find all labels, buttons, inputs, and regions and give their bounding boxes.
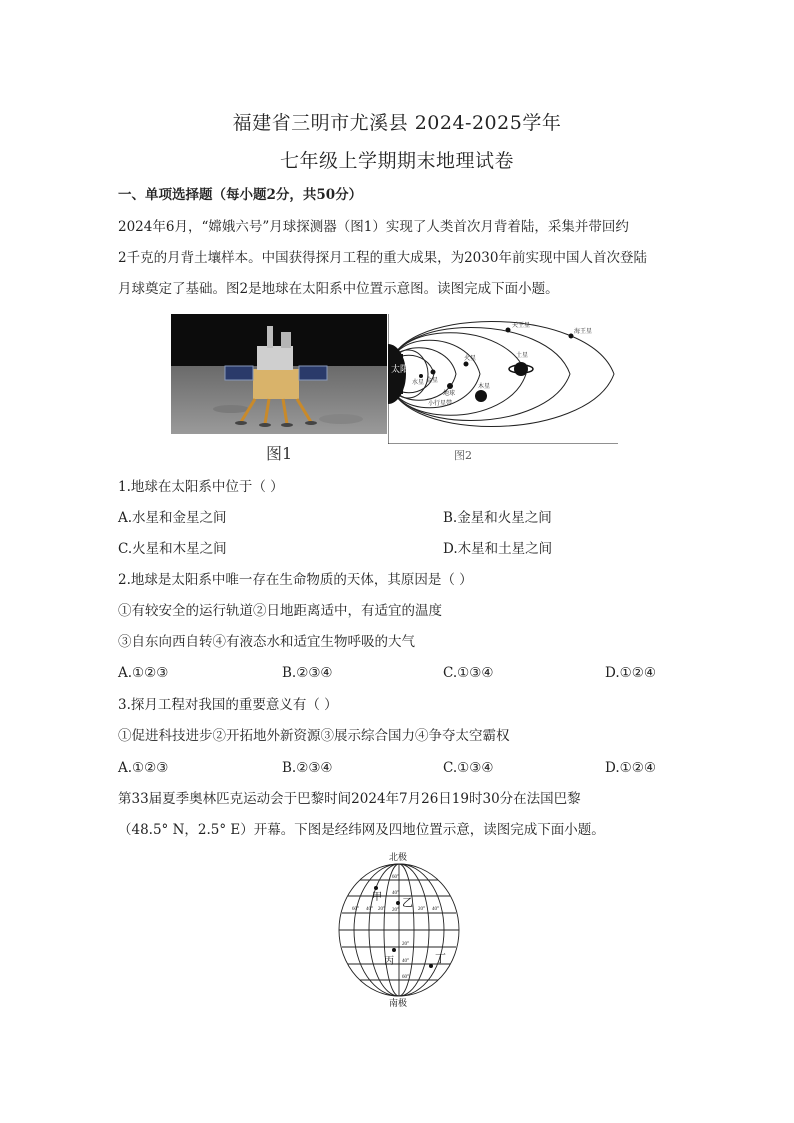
question-1-option-b: B.金星和火星之间 xyxy=(443,510,552,526)
svg-text:60°: 60° xyxy=(392,875,399,880)
north-pole-label: 北极 xyxy=(389,852,408,862)
south-pole-label: 南极 xyxy=(389,998,408,1008)
label-jia: 甲 xyxy=(372,892,382,903)
question-3-stem: 3.探月工程对我国的重要意义有（ ） xyxy=(118,697,338,713)
svg-text:土星: 土星 xyxy=(516,353,529,359)
svg-text:20°: 20° xyxy=(402,942,409,947)
svg-text:20°: 20° xyxy=(418,907,425,912)
question-3-option-c: C.①③④ xyxy=(443,760,494,776)
question-2-option-b: B.②③④ xyxy=(282,665,333,681)
jupiter-dot xyxy=(475,390,487,402)
intro-line-2: 2千克的月背土壤样本。中国获得探月工程的重大成果，为2030年前实现中国人首次登陆 xyxy=(118,250,647,266)
lunar-lander-photo xyxy=(171,314,387,434)
svg-text:40°: 40° xyxy=(402,959,409,964)
svg-text:60°: 60° xyxy=(402,975,409,980)
svg-text:40°: 40° xyxy=(432,907,439,912)
question-1-option-d: D.木星和土星之间 xyxy=(443,541,553,557)
mercury-dot xyxy=(419,374,423,378)
question-2-statement-2: ③自东向西自转④有液态水和适宜生物呼吸的大气 xyxy=(118,634,415,650)
page-title-line2: 七年级上学期期末地理试卷 xyxy=(279,150,514,172)
figure2-caption: 图2 xyxy=(454,449,472,462)
question-1-stem: 1.地球在太阳系中位于（ ） xyxy=(118,479,284,495)
mars-dot xyxy=(464,362,469,367)
point-bing xyxy=(392,948,396,952)
svg-text:40°: 40° xyxy=(392,891,399,896)
label-ding: 丁 xyxy=(435,953,446,965)
svg-text:20°: 20° xyxy=(378,907,385,912)
section-heading: 一、单项选择题（每小题2分，共50分） xyxy=(118,187,363,203)
question-2-statement-1: ①有较安全的运行轨道②日地距离适中，有适宜的温度 xyxy=(118,603,442,619)
sun-label: 太阳 xyxy=(391,364,410,374)
graticule-globe-diagram xyxy=(334,848,464,1008)
svg-text:40°: 40° xyxy=(366,907,373,912)
question-1-option-a: A.水星和金星之间 xyxy=(118,510,227,526)
svg-text:水星: 水星 xyxy=(412,380,425,386)
svg-text:20°: 20° xyxy=(392,908,399,913)
svg-text:天王星: 天王星 xyxy=(512,323,531,329)
svg-text:海王星: 海王星 xyxy=(574,329,593,335)
label-yi: 乙 xyxy=(402,897,413,909)
section2-intro-line-1: 第33届夏季奥林匹克运动会于巴黎时间2024年7月26日19时30分在法国巴黎 xyxy=(118,791,581,807)
question-2-option-d: D.①②④ xyxy=(605,665,656,681)
svg-text:60°: 60° xyxy=(352,907,359,912)
question-1-option-c: C.火星和木星之间 xyxy=(118,541,227,557)
question-3-option-b: B.②③④ xyxy=(282,760,333,776)
solar-system-diagram xyxy=(388,314,618,444)
svg-text:小行星带: 小行星带 xyxy=(428,401,453,407)
question-2-option-a: A.①②③ xyxy=(118,665,169,681)
svg-text:金星: 金星 xyxy=(426,378,439,384)
intro-line-3: 月球奠定了基础。图2是地球在太阳系中位置示意图。读图完成下面小题。 xyxy=(118,281,559,297)
svg-text:地球: 地球 xyxy=(443,391,456,397)
point-yi xyxy=(396,901,400,905)
question-3-option-d: D.①②④ xyxy=(605,760,656,776)
point-jia xyxy=(374,886,378,890)
section2-intro-line-2: （48.5° N，2.5° E）开幕。下图是经纬网及四地位置示意，读图完成下面小题。 xyxy=(118,822,605,838)
svg-text:木星: 木星 xyxy=(478,384,491,390)
question-3-statement: ①促进科技进步②开拓地外新资源③展示综合国力④争夺太空霸权 xyxy=(118,728,510,744)
label-bing: 丙 xyxy=(384,956,394,967)
intro-line-1: 2024年6月，“嫦娥六号”月球探测器（图1）实现了人类首次月背着陆，采集并带回约 xyxy=(118,219,629,235)
saturn-dot xyxy=(514,362,528,376)
svg-text:火星: 火星 xyxy=(464,356,477,362)
figure1-caption: 图1 xyxy=(266,444,293,463)
point-ding xyxy=(429,964,433,968)
question-3-option-a: A.①②③ xyxy=(118,760,169,776)
uranus-dot xyxy=(506,328,511,333)
earth-dot xyxy=(447,383,453,389)
venus-dot xyxy=(431,370,436,375)
page-title-line1: 福建省三明市尤溪县 2024-2025学年 xyxy=(232,112,562,134)
question-2-option-c: C.①③④ xyxy=(443,665,494,681)
question-2-stem: 2.地球是太阳系中唯一存在生命物质的天体，其原因是（ ） xyxy=(118,572,473,588)
neptune-dot xyxy=(569,334,574,339)
